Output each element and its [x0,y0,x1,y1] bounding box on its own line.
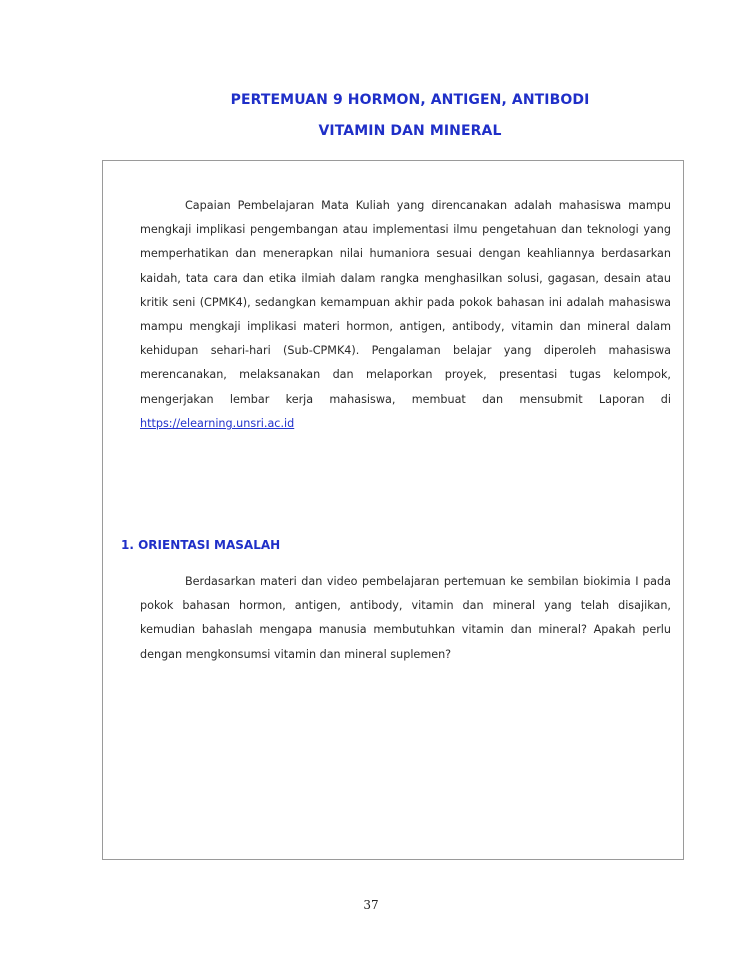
section-heading-orientasi: 1. ORIENTASI MASALAH [121,538,281,552]
intro-paragraph [140,194,671,436]
intro-text: Capaian Pembelajaran Mata Kuliah yang direncanakan adalah mahasiswa mampu mengkaji implikasi pengembangan atau implementasi ilmu pengetahuan dan teknologi yang memperhatikan dan menerapkan nilai humaniora sesuai dengan keahliannya berdasarkan kaidah, tata cara dan etika ilmiah dalam rangka menghasilkan solusi, gagasan, desain atau kritik seni (CPMK4), sedangkan kemampuan akhir pada pokok bahasan ini adalah mahasiswa mampu mengkaji implikasi materi hormon, antigen, antibody, vitamin dan mineral dalam kehidupan sehari-hari (Sub-CPMK4). Pengalaman belajar yang diperoleh mahasiswa merencanakan, melaksanakan dan melaporkan proyek, presentasi tugas kelompok, mengerjakan lembar kerja mahasiswa, membuat dan mensubmit Laporan di [140,199,671,406]
elearning-link[interactable]: https://elearning.unsri.ac.id [140,416,295,430]
title-line-1: PERTEMUAN 9 HORMON, ANTIGEN, ANTIBODI [230,92,590,108]
orientasi-paragraph [140,570,671,667]
title-line-2: VITAMIN DAN MINERAL [318,123,502,139]
orientasi-text: Berdasarkan materi dan video pembelajaran pertemuan ke sembilan biokimia I pada pokok bahasan hormon, antigen, antibody, vitamin dan mineral yang telah disajikan, kemudian bahaslah mengapa manusia membutuhkan vitamin dan mineral? Apakah perlu dengan mengkonsumsi vitamin dan mineral suplemen? [140,575,671,661]
page-title [0,86,742,145]
page-number: 37 [363,898,379,912]
